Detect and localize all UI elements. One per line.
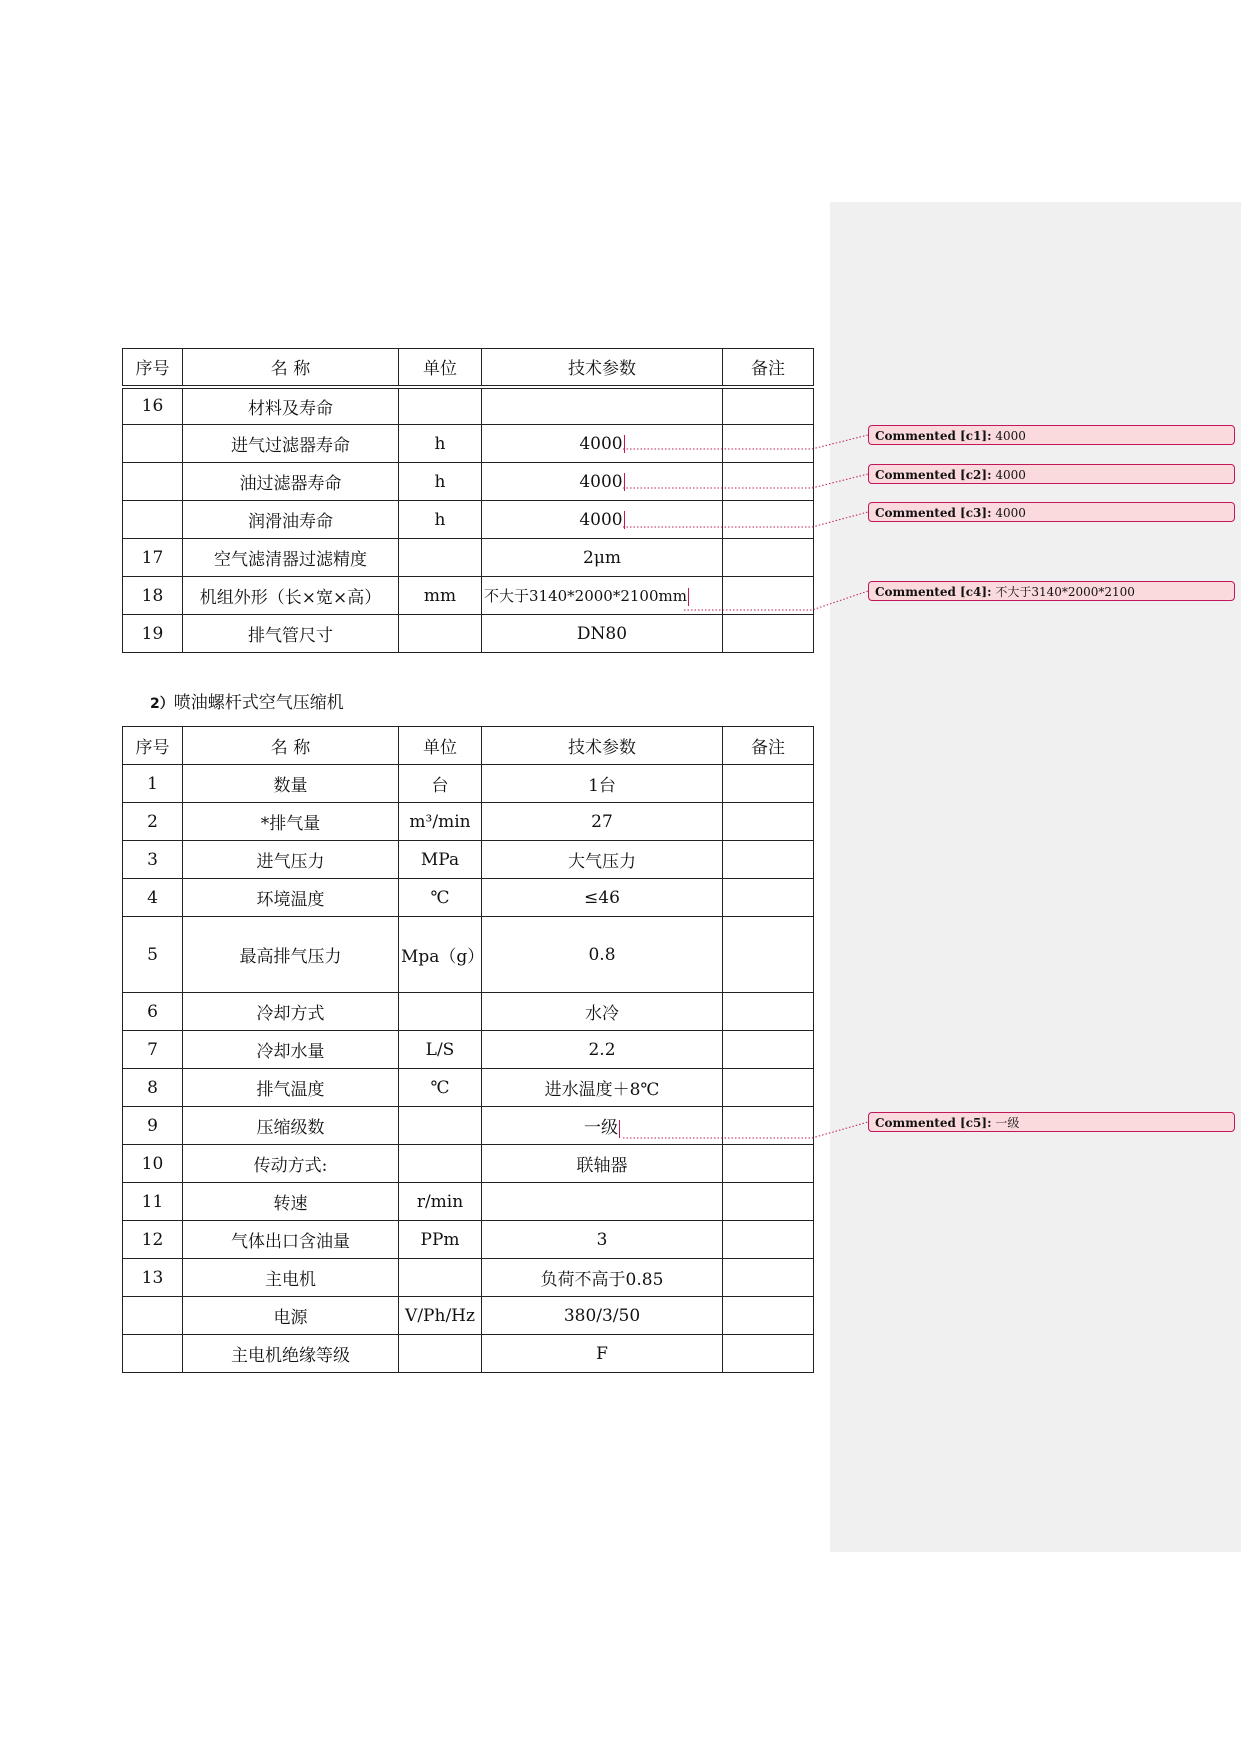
comment-text: 4000 <box>995 468 1026 482</box>
cell-unit <box>399 387 482 425</box>
cell-unit: r/min <box>399 1183 482 1221</box>
table-row <box>123 803 814 841</box>
cell-unit <box>399 539 482 577</box>
comment-tag: Commented [c5]: <box>875 1116 992 1130</box>
table-row <box>123 539 814 577</box>
spec-table-1 <box>122 348 814 653</box>
cell-no: 1 <box>123 765 183 803</box>
table-row <box>123 1221 814 1259</box>
param-text: 不大于3140*2000*2100mm <box>484 587 687 605</box>
cell-note <box>723 1259 814 1297</box>
cell-name: 主电机绝缘等级 <box>183 1335 399 1373</box>
cell-name: 材料及寿命 <box>183 387 399 425</box>
cell-name: 环境温度 <box>183 879 399 917</box>
table-row <box>123 1069 814 1107</box>
cell-no: 16 <box>123 387 183 425</box>
cell-param <box>482 463 723 501</box>
cell-note <box>723 1297 814 1335</box>
spec-table-2 <box>122 726 814 1373</box>
table-row <box>123 501 814 539</box>
comment-anchor-c4[interactable] <box>688 588 689 606</box>
cell-param: 水冷 <box>482 993 723 1031</box>
cell-param: 负荷不高于0.85 <box>482 1259 723 1297</box>
section-number: 2） <box>150 696 174 712</box>
cell-param <box>482 577 723 615</box>
cell-no: 8 <box>123 1069 183 1107</box>
cell-no: 9 <box>123 1107 183 1145</box>
comment-text: 4000 <box>995 506 1026 520</box>
header-name: 名 称 <box>183 727 399 765</box>
cell-unit <box>399 615 482 653</box>
cell-name: 排气温度 <box>183 1069 399 1107</box>
comment-balloon-c3[interactable] <box>868 502 1235 522</box>
comment-tag: Commented [c2]: <box>875 468 992 482</box>
cell-unit: MPa <box>399 841 482 879</box>
cell-unit <box>399 1335 482 1373</box>
cell-note <box>723 879 814 917</box>
param-text: 4000 <box>579 433 623 454</box>
cell-no: 13 <box>123 1259 183 1297</box>
cell-param: ≤46 <box>482 879 723 917</box>
header-note: 备注 <box>723 349 814 387</box>
table-header-row <box>123 349 814 387</box>
cell-note <box>723 1335 814 1373</box>
cell-name: 最高排气压力 <box>183 917 399 993</box>
header-no: 序号 <box>123 349 183 387</box>
cell-note <box>723 539 814 577</box>
header-note: 备注 <box>723 727 814 765</box>
cell-param: 大气压力 <box>482 841 723 879</box>
cell-note <box>723 1183 814 1221</box>
cell-no <box>123 463 183 501</box>
param-text: 4000 <box>579 471 623 492</box>
cell-no <box>123 1297 183 1335</box>
comment-tag: Commented [c1]: <box>875 429 992 443</box>
table-row <box>123 765 814 803</box>
cell-no <box>123 501 183 539</box>
cell-name: 气体出口含油量 <box>183 1221 399 1259</box>
comment-tag: Commented [c3]: <box>875 506 992 520</box>
cell-unit <box>399 1107 482 1145</box>
comment-anchor-c5[interactable] <box>619 1120 620 1138</box>
cell-param: 联轴器 <box>482 1145 723 1183</box>
cell-unit: ℃ <box>399 1069 482 1107</box>
cell-name: 数量 <box>183 765 399 803</box>
param-text: 一级 <box>584 1118 618 1138</box>
cell-note <box>723 1107 814 1145</box>
cell-unit: h <box>399 463 482 501</box>
cell-no: 12 <box>123 1221 183 1259</box>
cell-note <box>723 1031 814 1069</box>
table-header-row <box>123 727 814 765</box>
table-row <box>123 463 814 501</box>
cell-note <box>723 841 814 879</box>
header-param: 技术参数 <box>482 727 723 765</box>
table-row <box>123 917 814 993</box>
comment-anchor-c3[interactable] <box>624 511 625 529</box>
cell-param <box>482 425 723 463</box>
cell-no: 10 <box>123 1145 183 1183</box>
cell-unit: PPm <box>399 1221 482 1259</box>
cell-name: 转速 <box>183 1183 399 1221</box>
cell-no: 3 <box>123 841 183 879</box>
cell-no: 18 <box>123 577 183 615</box>
table-row <box>123 1183 814 1221</box>
comment-balloon-c2[interactable] <box>868 464 1235 484</box>
cell-name: 排气管尺寸 <box>183 615 399 653</box>
table-row <box>123 879 814 917</box>
param-text: 4000 <box>579 509 623 530</box>
cell-name: *排气量 <box>183 803 399 841</box>
table-row <box>123 1031 814 1069</box>
comment-tag: Commented [c4]: <box>875 585 992 599</box>
cell-no: 5 <box>123 917 183 993</box>
cell-no: 17 <box>123 539 183 577</box>
cell-no <box>123 425 183 463</box>
cell-unit: Mpa（g） <box>399 917 482 993</box>
table-row <box>123 993 814 1031</box>
table-row <box>123 387 814 425</box>
cell-note <box>723 917 814 993</box>
table-row <box>123 1335 814 1373</box>
cell-name: 进气过滤器寿命 <box>183 425 399 463</box>
cell-note <box>723 577 814 615</box>
table-row <box>123 1145 814 1183</box>
cell-no: 2 <box>123 803 183 841</box>
cell-unit: V/Ph/Hz <box>399 1297 482 1335</box>
header-unit: 单位 <box>399 349 482 387</box>
comment-balloon-c4[interactable] <box>868 581 1235 601</box>
cell-note <box>723 765 814 803</box>
cell-param: 3 <box>482 1221 723 1259</box>
cell-param: 0.8 <box>482 917 723 993</box>
table-row <box>123 615 814 653</box>
cell-unit: m³/min <box>399 803 482 841</box>
cell-name: 进气压力 <box>183 841 399 879</box>
cell-unit: h <box>399 425 482 463</box>
cell-unit <box>399 1145 482 1183</box>
comment-balloon-c5[interactable] <box>868 1112 1235 1132</box>
table-row <box>123 577 814 615</box>
cell-note <box>723 501 814 539</box>
cell-note <box>723 1221 814 1259</box>
cell-no: 11 <box>123 1183 183 1221</box>
cell-note <box>723 993 814 1031</box>
cell-param <box>482 501 723 539</box>
cell-no <box>123 1335 183 1373</box>
cell-unit: 台 <box>399 765 482 803</box>
table-row <box>123 1259 814 1297</box>
cell-unit: L/S <box>399 1031 482 1069</box>
comment-anchor-c1[interactable] <box>624 435 625 453</box>
cell-param: 380/3/50 <box>482 1297 723 1335</box>
table-row <box>123 1107 814 1145</box>
comment-text: 一级 <box>995 1116 1020 1130</box>
cell-no: 6 <box>123 993 183 1031</box>
cell-unit: mm <box>399 577 482 615</box>
cell-note <box>723 1069 814 1107</box>
cell-note <box>723 1145 814 1183</box>
section-text: 喷油螺杆式空气压缩机 <box>173 693 344 713</box>
comment-anchor-c2[interactable] <box>624 473 625 491</box>
header-name: 名 称 <box>183 349 399 387</box>
cell-name: 传动方式: <box>183 1145 399 1183</box>
cell-param: 进水温度＋8℃ <box>482 1069 723 1107</box>
cell-note <box>723 463 814 501</box>
header-no: 序号 <box>123 727 183 765</box>
section-title <box>150 688 344 713</box>
cell-param <box>482 387 723 425</box>
cell-param: F <box>482 1335 723 1373</box>
cell-param: 2.2 <box>482 1031 723 1069</box>
comment-text: 不大于3140*2000*2100 <box>995 585 1135 599</box>
cell-no: 4 <box>123 879 183 917</box>
table-row <box>123 1297 814 1335</box>
comment-text: 4000 <box>995 429 1026 443</box>
cell-no: 7 <box>123 1031 183 1069</box>
cell-param: DN80 <box>482 615 723 653</box>
cell-note <box>723 387 814 425</box>
cell-name: 空气滤清器过滤精度 <box>183 539 399 577</box>
cell-unit: h <box>399 501 482 539</box>
cell-param: 27 <box>482 803 723 841</box>
cell-name: 冷却水量 <box>183 1031 399 1069</box>
cell-param <box>482 1107 723 1145</box>
cell-name: 压缩级数 <box>183 1107 399 1145</box>
cell-note <box>723 803 814 841</box>
table-row <box>123 425 814 463</box>
comment-pane <box>830 202 1241 1552</box>
header-param: 技术参数 <box>482 349 723 387</box>
table-row <box>123 841 814 879</box>
cell-name: 油过滤器寿命 <box>183 463 399 501</box>
cell-name: 机组外形（长×宽×高） <box>183 577 399 615</box>
cell-unit: ℃ <box>399 879 482 917</box>
comment-balloon-c1[interactable] <box>868 425 1235 445</box>
cell-note <box>723 615 814 653</box>
cell-param <box>482 1183 723 1221</box>
cell-name: 电源 <box>183 1297 399 1335</box>
cell-param: 2μm <box>482 539 723 577</box>
cell-name: 冷却方式 <box>183 993 399 1031</box>
cell-unit <box>399 1259 482 1297</box>
cell-unit <box>399 993 482 1031</box>
cell-no: 19 <box>123 615 183 653</box>
cell-param: 1台 <box>482 765 723 803</box>
cell-name: 润滑油寿命 <box>183 501 399 539</box>
cell-note <box>723 425 814 463</box>
header-unit: 单位 <box>399 727 482 765</box>
cell-name: 主电机 <box>183 1259 399 1297</box>
